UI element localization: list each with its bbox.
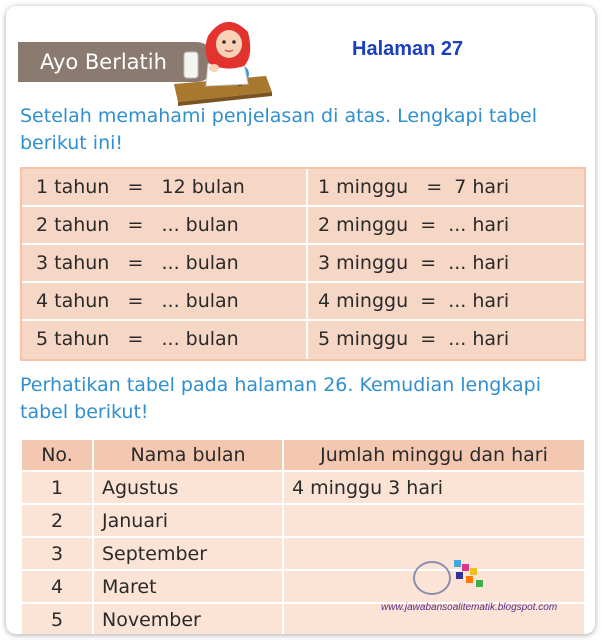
year-conversion-cell: 3 tahun = ... bulan [36, 252, 239, 274]
row-number: 2 [21, 504, 93, 537]
column-header-month: Nama bulan [93, 439, 283, 471]
year-conversion-cell: 2 tahun = ... bulan [36, 214, 239, 236]
month-name: September [93, 537, 283, 570]
conversion-table [20, 167, 586, 361]
watermark-logo-icon [410, 554, 500, 600]
month-name: November [93, 603, 283, 634]
table-row [22, 319, 584, 359]
instruction-2: Perhatikan tabel pada halaman 26. Kemudian lengkapi tabel berikut! [20, 374, 541, 423]
month-name: Agustus [93, 471, 283, 504]
column-header-no: No. [21, 439, 93, 471]
column-header-result: Jumlah minggu dan hari [283, 439, 585, 471]
result-cell [283, 504, 585, 537]
year-conversion-cell: 1 tahun = 12 bulan [36, 176, 245, 198]
instruction-1: Setelah memahami penjelasan di atas. Lengkapi tabel berikut ini! [20, 105, 538, 154]
table-row [21, 570, 585, 603]
table-header-row [21, 439, 585, 471]
table-row [22, 243, 584, 281]
month-name: Maret [93, 570, 283, 603]
badge-label: Ayo Berlatih [40, 50, 167, 74]
table-row [21, 504, 585, 537]
week-conversion-cell: 3 minggu = ... hari [318, 252, 510, 274]
table-row [22, 205, 584, 243]
row-number: 3 [21, 537, 93, 570]
year-conversion-cell: 4 tahun = ... bulan [36, 290, 239, 312]
result-cell: 4 minggu 3 hari [283, 471, 585, 504]
table-row [21, 537, 585, 570]
row-number: 4 [21, 570, 93, 603]
month-name: Januari [93, 504, 283, 537]
table-row [22, 169, 584, 205]
girl-studying-illustration [156, 6, 276, 106]
week-conversion-cell: 4 minggu = ... hari [318, 290, 510, 312]
watermark-url: www.jawabansoalitematik.blogspot.com [381, 602, 558, 613]
year-conversion-cell: 5 tahun = ... bulan [36, 328, 239, 350]
week-conversion-cell: 1 minggu = 7 hari [318, 176, 510, 198]
table-row [22, 281, 584, 319]
week-conversion-cell: 5 minggu = ... hari [318, 328, 510, 350]
worksheet-page [6, 6, 595, 634]
row-number: 5 [21, 603, 93, 634]
page-number: Halaman 27 [352, 38, 464, 60]
row-number: 1 [21, 471, 93, 504]
table-row [21, 471, 585, 504]
week-conversion-cell: 2 minggu = ... hari [318, 214, 510, 236]
